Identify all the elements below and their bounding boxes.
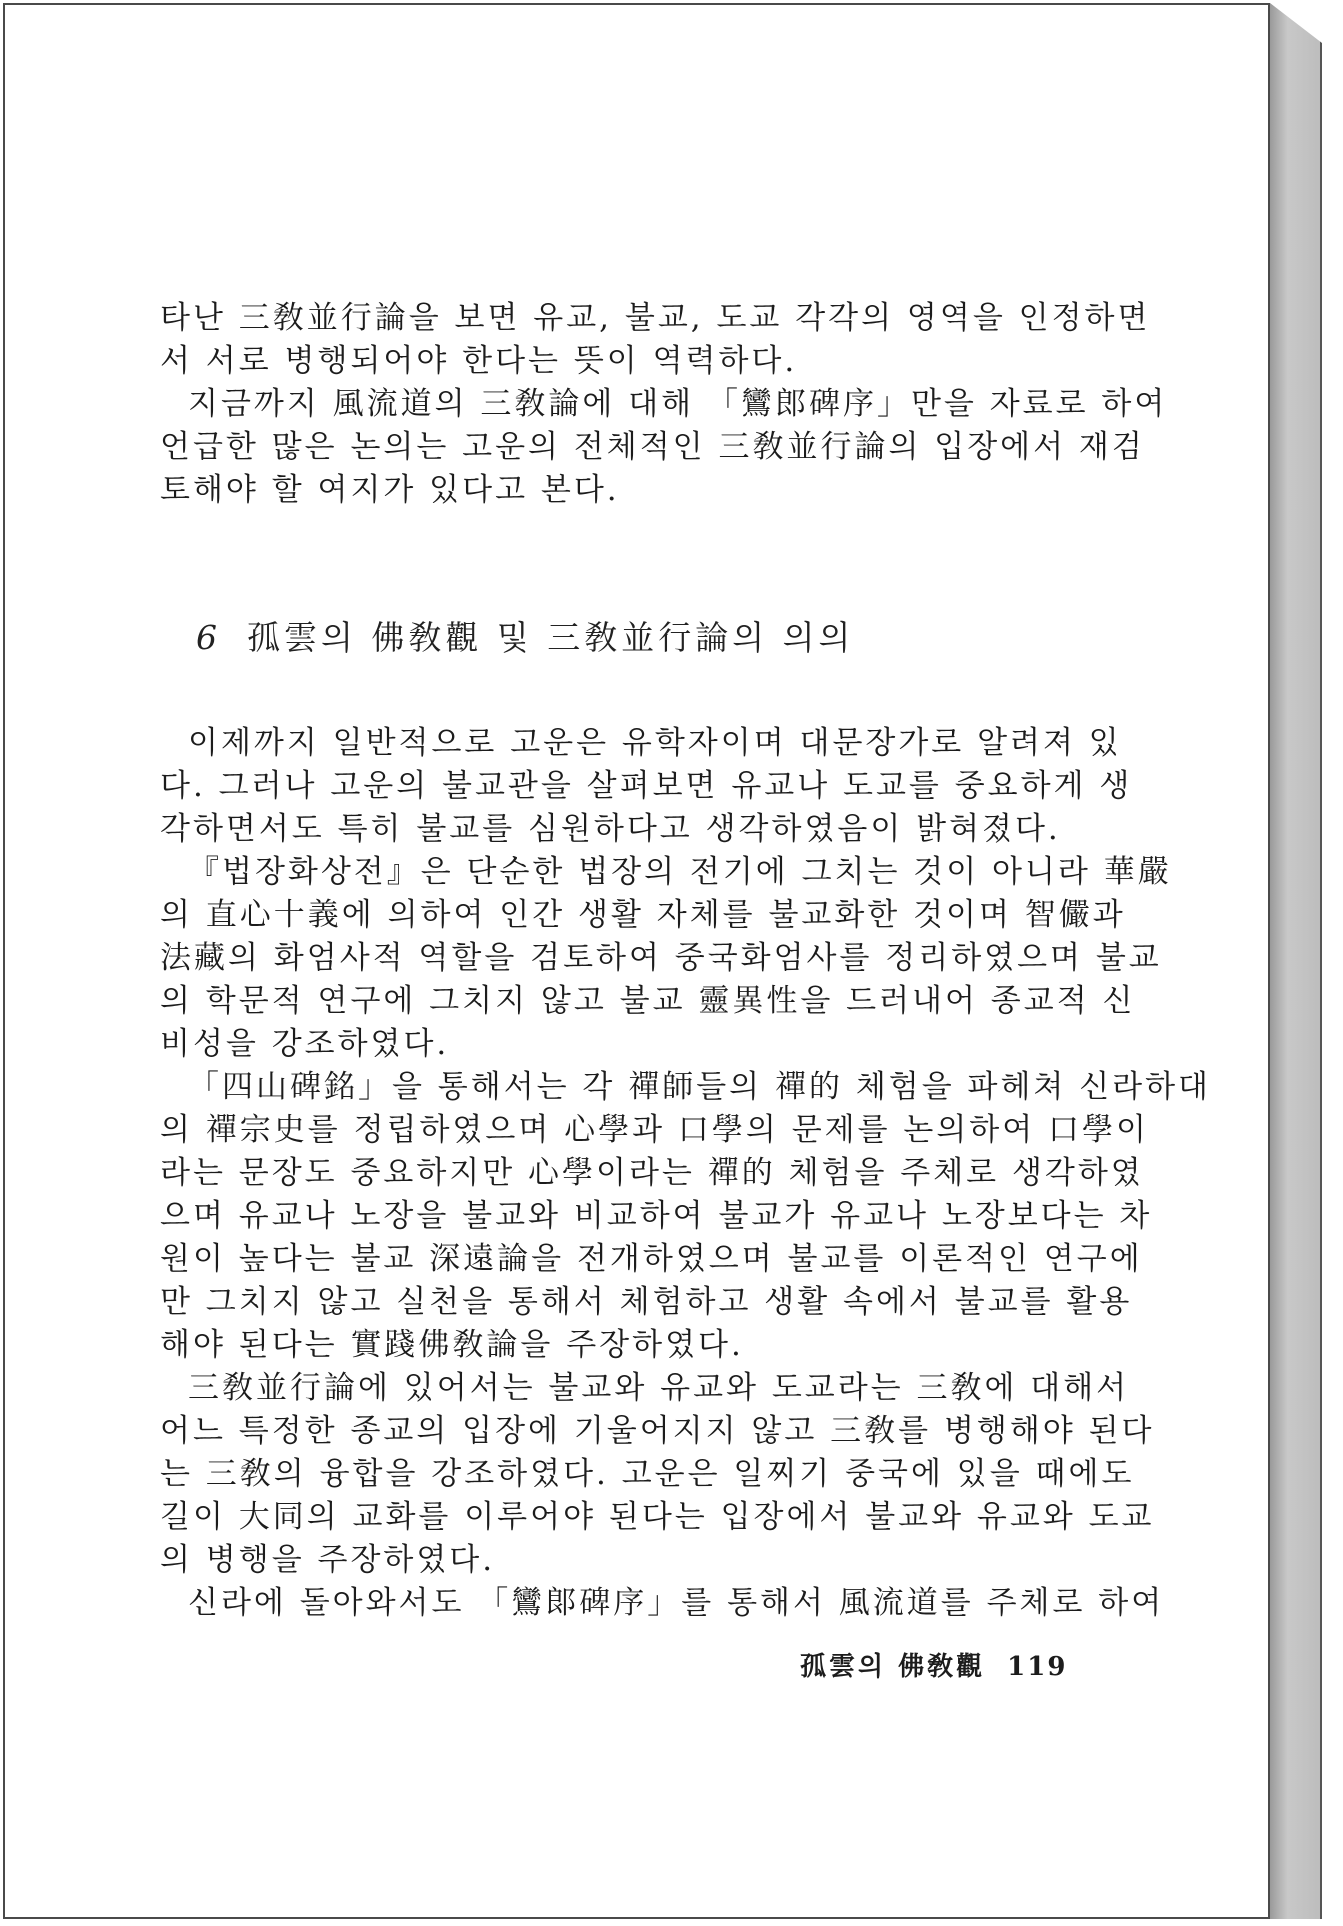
running-footer	[800, 1646, 1067, 1683]
text-line: 의 병행을 주장하였다.	[160, 1542, 496, 1578]
text-line: 타난 三敎並行論을 보면 유교, 불교, 도교 각각의 영역을 인정하면	[160, 300, 1151, 336]
section-heading	[196, 612, 854, 659]
text-line: 각하면서도 특히 불교를 심원하다고 생각하였음이 밝혀졌다.	[160, 811, 1061, 847]
text-line: 法藏의 화엄사적 역할을 검토하여 중국화엄사를 정리하였으며 불교	[160, 940, 1162, 976]
text-line: 비성을 강조하였다.	[160, 1026, 450, 1062]
text-line: 신라에 돌아와서도 「鸞郞碑序」를 통해서 風流道를 주체로 하여	[188, 1585, 1165, 1621]
text-line: 이제까지 일반적으로 고운은 유학자이며 대문장가로 알려져 있	[188, 725, 1122, 761]
text-line: 어느 특정한 종교의 입장에 기울어지지 않고 三敎를 병행해야 된다	[160, 1413, 1155, 1449]
paragraph-block-top	[160, 297, 1168, 512]
text-line: 다. 그러나 고운의 불교관을 살펴보면 유교나 도교를 중요하게 생	[160, 768, 1133, 804]
page-number: 119	[1007, 1652, 1068, 1682]
text-line: 『법장화상전』은 단순한 법장의 전기에 그치는 것이 아니라 華嚴	[188, 854, 1172, 890]
text-line: 는 三敎의 융합을 강조하였다. 고운은 일찌기 중국에 있을 때에도	[160, 1456, 1135, 1492]
text-line: 언급한 많은 논의는 고운의 전체적인 三敎並行論의 입장에서 재검	[160, 429, 1145, 465]
text-line: 의 학문적 연구에 그치지 않고 불교 靈異性을 드러내어 종교적 신	[160, 983, 1136, 1019]
section-number: 6	[196, 618, 221, 657]
text-line: 토해야 할 여지가 있다고 본다.	[160, 472, 620, 508]
section-title: 孤雲의 佛敎觀 및 三敎並行論의 의의	[247, 618, 855, 657]
text-line: 만 그치지 않고 실천을 통해서 체험하고 생활 속에서 불교를 활용	[160, 1284, 1133, 1320]
text-line: 의 直心十義에 의하여 인간 생활 자체를 불교화한 것이며 智儼과	[160, 897, 1126, 933]
text-line: 「四山碑銘」을 통해서는 각 禪師들의 禪的 체험을 파헤쳐 신라하대	[188, 1069, 1212, 1105]
text-line: 으며 유교나 노장을 불교와 비교하여 불교가 유교나 노장보다는 차	[160, 1198, 1153, 1234]
paragraph-block-main	[160, 722, 1212, 1625]
text-line: 의 禪宗史를 정립하였으며 心學과 口學의 문제를 논의하여 口學이	[160, 1112, 1150, 1148]
text-line: 길이 大同의 교화를 이루어야 된다는 입장에서 불교와 유교와 도교	[160, 1499, 1155, 1535]
text-line: 해야 된다는 實踐佛敎論을 주장하였다.	[160, 1327, 744, 1363]
running-title: 孤雲의 佛敎觀	[800, 1652, 986, 1682]
text-line: 지금까지 風流道의 三敎論에 대해 「鸞郎碑序」만을 자료로 하여	[188, 386, 1168, 422]
text-line: 三敎並行論에 있어서는 불교와 유교와 도교라는 三敎에 대해서	[188, 1370, 1130, 1406]
book-page-edge	[1270, 3, 1322, 1919]
text-line: 서 서로 병행되어야 한다는 뜻이 역력하다.	[160, 343, 798, 379]
text-line: 원이 높다는 불교 深遠論을 전개하였으며 불교를 이론적인 연구에	[160, 1241, 1143, 1277]
text-line: 라는 문장도 중요하지만 心學이라는 禪的 체험을 주체로 생각하였	[160, 1155, 1144, 1191]
